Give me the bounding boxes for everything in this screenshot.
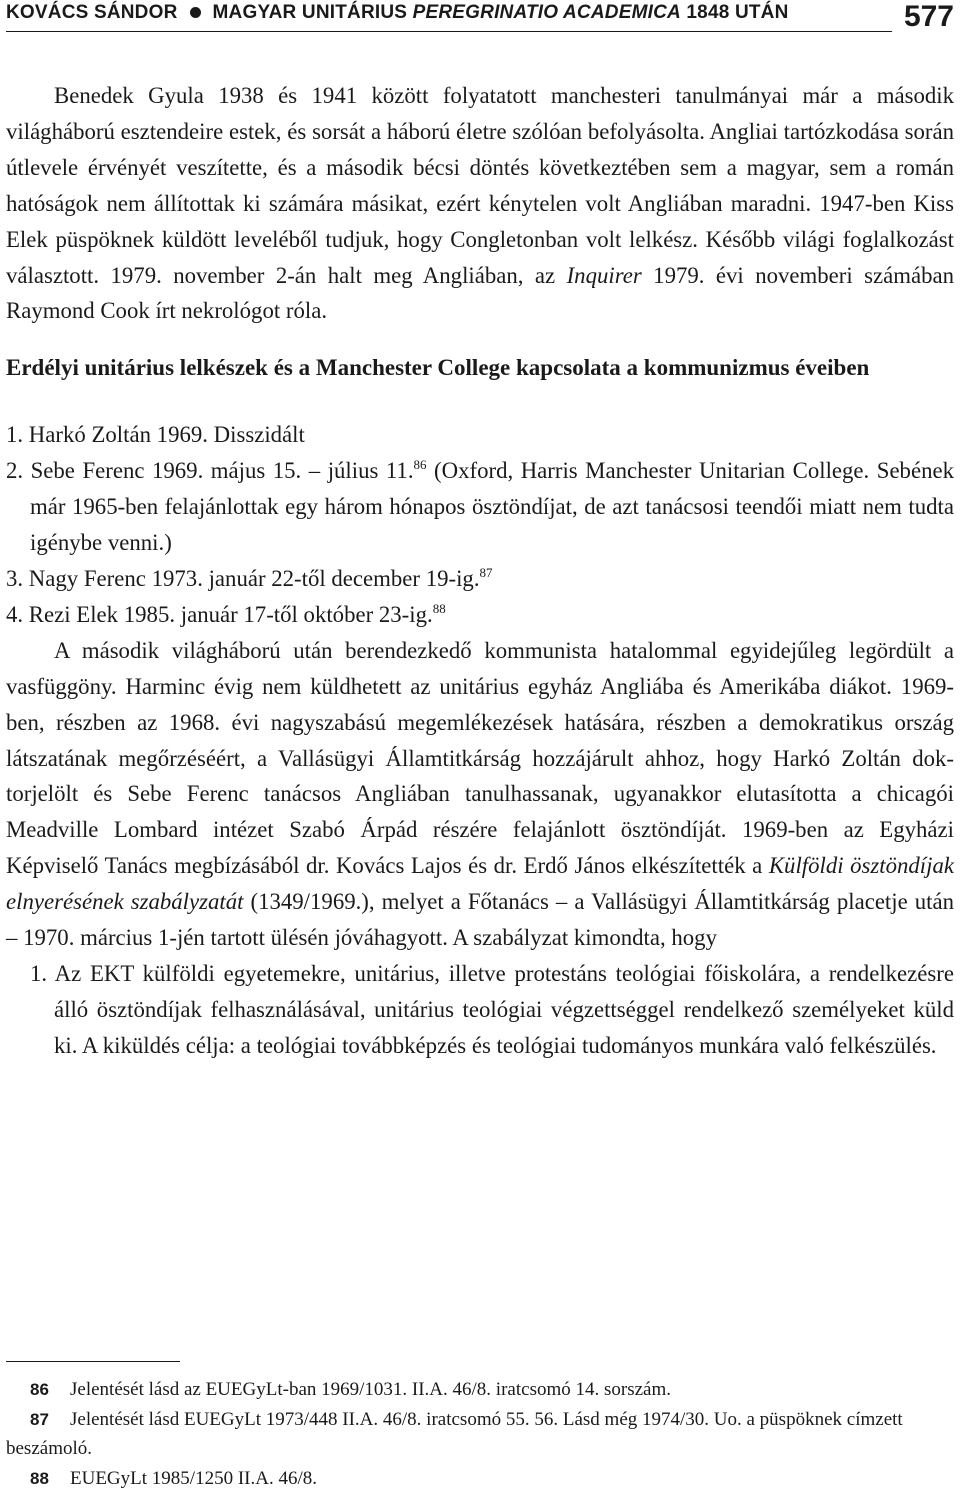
bullet-dot-icon <box>190 7 201 18</box>
body-italic-title: Külföldi ösztöndíjak elnyerésének szabályzatát <box>6 853 954 915</box>
footnote-separator <box>6 1361 180 1362</box>
footnote-88 <box>6 1464 954 1494</box>
footnotes <box>6 1375 954 1493</box>
intro-text-1: Benedek Gyula 1938 és 1941 között folyatatott manchesteri tanulmányai már a második világháború esztendeire estek, és sorsát a háború életre szólóan befolyásolta. Angliai tartózkodása során útlevele érvényét veszítette, és a második bécsi döntés következtében sem a magyar, sem a román hatóságok nem állítottak ki számára másikat, ezért kénytelen volt Angliában maradni. 1947-ben Kiss Elek püspöknek küldött leveléből tudjuk, hogy Congletonban volt lelkész. Később világi foglalkozást választott. 1979. november 2-án halt meg Angliában, az <box>6 83 954 288</box>
list-item-text: 3. Nagy Ferenc 1973. január 22-től december 19-ig. <box>6 565 480 591</box>
footnote-86 <box>6 1375 954 1405</box>
list-item <box>6 417 954 453</box>
list-item <box>6 561 954 597</box>
list-item-text: 4. Rezi Elek 1985. január 17-től október 23-ig. <box>6 601 433 627</box>
intro-paragraph <box>6 78 954 329</box>
body-paragraph <box>6 633 954 956</box>
section-heading: Erdélyi unitárius lelkészek és a Manchester College kapcsolata a kommunizmus éveiben <box>6 355 870 381</box>
body-text-2: (1349/1969.), melyet a Főtanács – a Vallásügyi Államtitkárság placetje után – 1970. március 1-jén tartott ülésén jóváhagyott. A szabályzat kimondta, hogy <box>6 889 954 951</box>
list-item-text: 2. Sebe Ferenc 1969. május 15. – július 11. <box>6 458 414 484</box>
pastor-list <box>6 417 954 632</box>
main-content <box>6 78 954 1064</box>
footnote-number: 86 <box>30 1380 49 1399</box>
footnote-ref[interactable]: 88 <box>432 600 446 616</box>
footnote-text: Jelentését lásd EUEGyLt 1973/448 II.A. 46/8. iratcsomó 55. 56. Lásd még 1974/30. Uo. a püspöknek címzett beszámoló. <box>6 1408 903 1459</box>
running-header-text <box>6 2 789 24</box>
list-item <box>6 597 954 633</box>
footnote-text: EUEGyLt 1985/1250 II.A. 46/8. <box>70 1467 317 1489</box>
header-author: KOVÁCS SÁNDOR <box>6 2 178 23</box>
header-title-part1: MAGYAR UNITÁRIUS <box>212 2 408 23</box>
section-block <box>6 349 954 387</box>
body-text-1: A második világháború után berendezkedő kommunista hatalommal egyidejűleg legördült a vasfüggöny. Harminc évig nem küldhetett az unitárius egyház Angliába és Amerikába diákot. 1969-ben, részben az 1968. évi nagyszabású megemlékezések hatására, részben a demokratikus ország látszatának megőrzéséért, a Vallásügyi Államtitkárság hozzájárult ahhoz, hogy Harkó Zoltán doktorjelölt és Sebe Ferenc tanácsos Angliában tanulhassanak, ugyanakkor elutasította a chicagói Meadville Lombard intézet Szabó Árpád részére felajánlott ösztöndíját. 1969-ben az Egyházi Képviselő Tanács megbízásából dr. Kovács Lajos és dr. Erdő János elkészítették a <box>6 637 954 879</box>
footnote-87 <box>6 1405 954 1464</box>
list-item-text: (Oxford, Harris Manchester Unitarian College. Sebének már 1965-ben felajánlottak egy három hónapos ösztöndíjat, de azt tanácsosi teendői miatt nem tudta igénybe venni.) <box>30 458 954 556</box>
footnote-number: 88 <box>30 1468 49 1488</box>
intro-italic-title: Inquirer <box>566 262 642 288</box>
running-header <box>6 0 954 44</box>
list-item <box>6 453 954 561</box>
footnote-text: Jelentését lásd az EUEGyLt-ban 1969/1031. II.A. 46/8. iratcsomó 14. sorszám. <box>70 1379 671 1400</box>
footnote-ref[interactable]: 86 <box>413 457 427 473</box>
intro-text-2: 1979. évi novemberi számában Raymond Cook írt nekrológot róla. <box>6 262 954 324</box>
header-title-part2: 1848 UTÁN <box>686 2 789 23</box>
footnote-ref[interactable]: 87 <box>479 564 493 580</box>
header-title-italic: PEREGRINATIO ACADEMICA <box>412 2 681 23</box>
page-number: 577 <box>903 0 954 33</box>
rule-item: 1. Az EKT külföldi egyetemekre, unitárius, illetve protestáns teológiai főiskolára, a rendelkezésre álló ösztöndíjak felhasználásával, unitárius teológiai végzettséggel rendelkező személyeket küld ki. A kiküldés célja: a teológiai továbbképzés és teológiai tudományos munkára való felkészülés. <box>30 960 954 1058</box>
list-item-text: 1. Harkó Zoltán 1969. Disszidált <box>6 422 305 448</box>
footnote-number: 87 <box>30 1409 49 1429</box>
header-rule <box>6 31 892 32</box>
rules-list <box>6 956 954 1064</box>
